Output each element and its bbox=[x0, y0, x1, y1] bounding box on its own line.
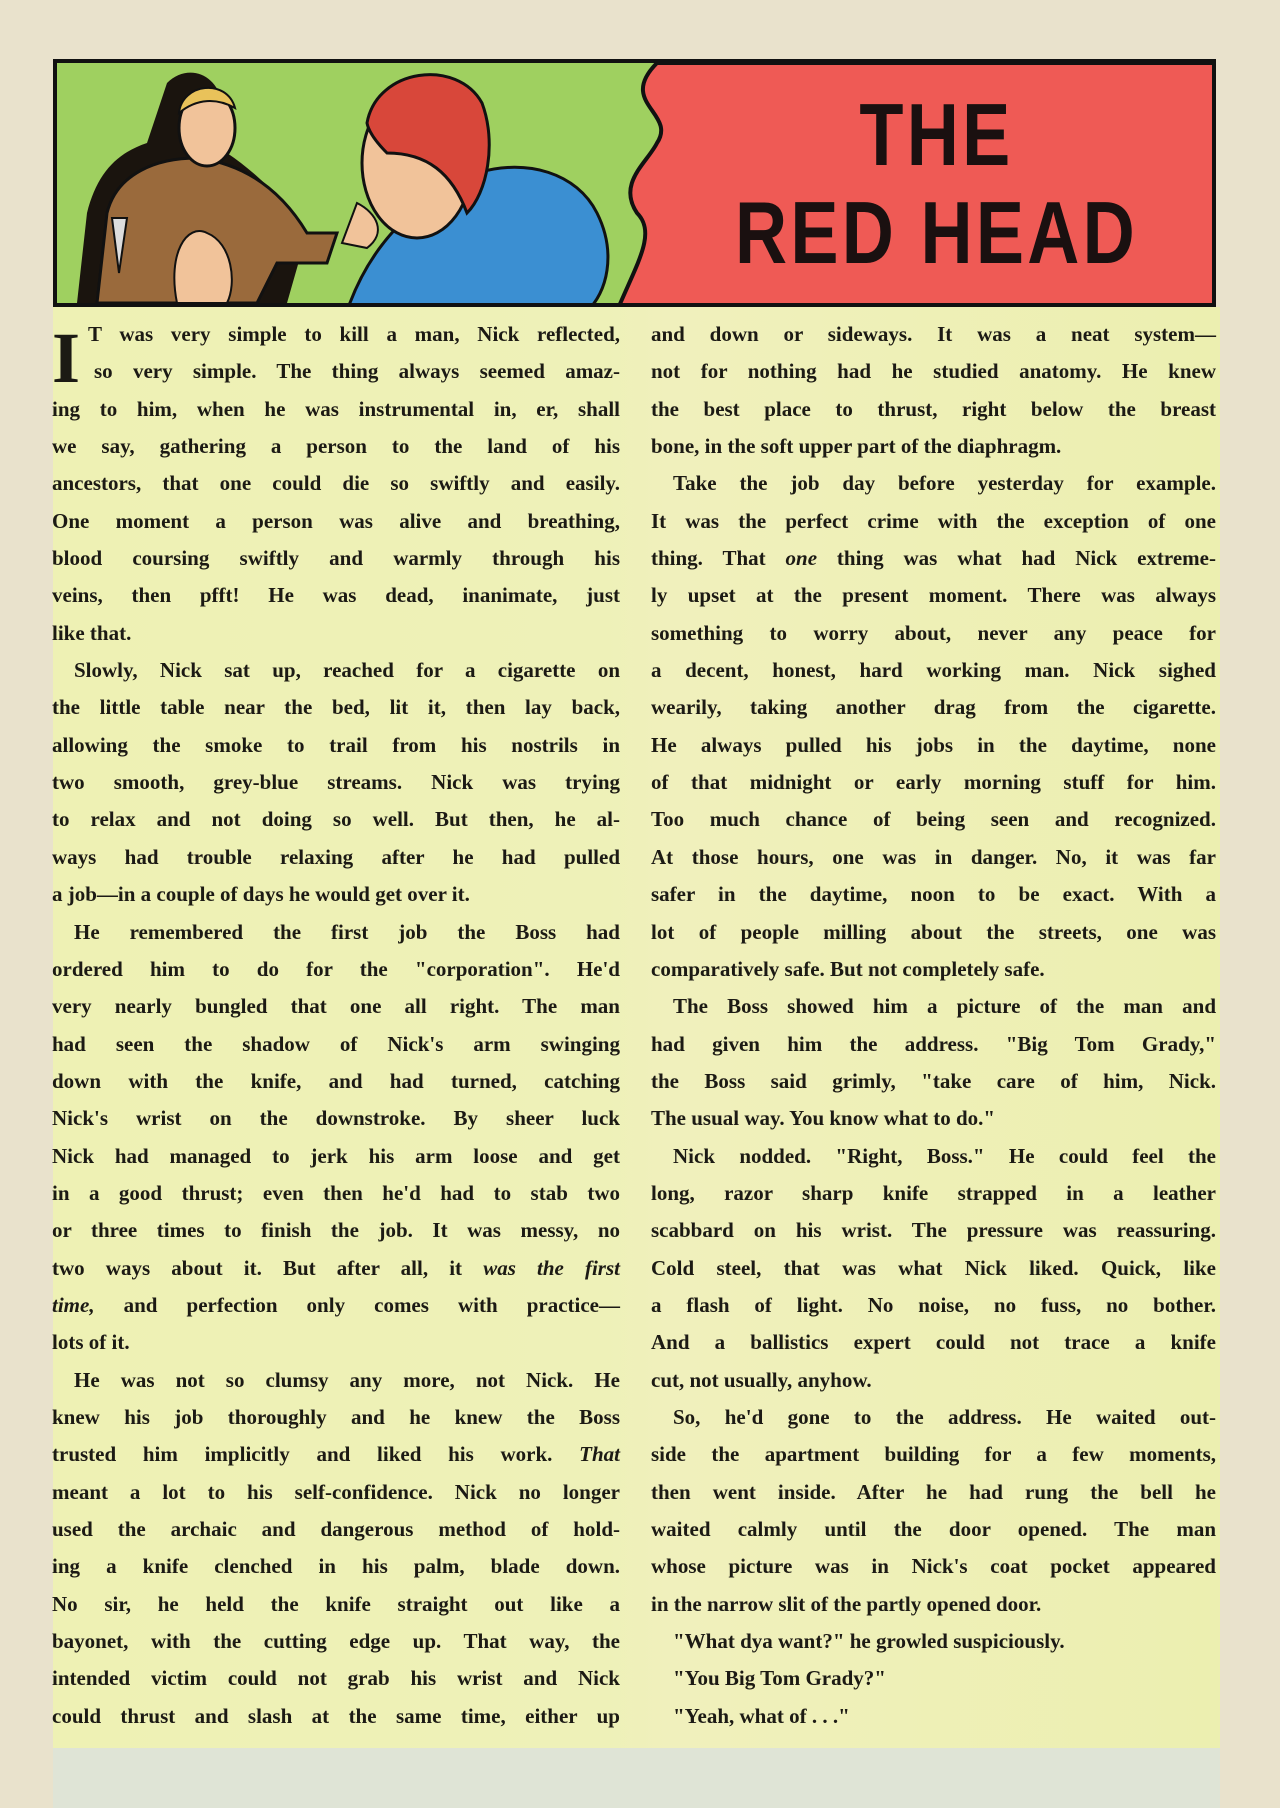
text-line: He was not so clumsy any more, not Nick. He bbox=[74, 1367, 620, 1392]
text-line: whose picture was in Nick's coat pocket appeared bbox=[651, 1554, 1216, 1579]
text-line: the little table near the bed, lit it, then lay back, bbox=[52, 695, 620, 720]
title-panel bbox=[53, 59, 1216, 307]
text-line: something to worry about, never any peace for bbox=[651, 620, 1216, 645]
text-line: used the archaic and dangerous method of hold- bbox=[52, 1517, 620, 1541]
text-line: had seen the shadow of Nick's arm swinging bbox=[52, 1031, 620, 1056]
text-line: very nearly bungled that one all right. The man bbox=[52, 994, 620, 1019]
text-line: like that. bbox=[52, 620, 132, 645]
text-segment: and perfection only comes with practice— bbox=[94, 1292, 620, 1317]
text-line: Take the job day before yesterday for example. bbox=[673, 471, 1216, 496]
text-line: "Yeah, what of . . ." bbox=[673, 1703, 850, 1728]
text-line: knew his job thoroughly and he knew the Boss bbox=[52, 1404, 620, 1429]
text-line: blood coursing swiftly and warmly through his bbox=[52, 546, 620, 571]
title-line-2: RED HEAD bbox=[734, 183, 1139, 282]
text-line: bayonet, with the cutting edge up. That way, the bbox=[52, 1629, 620, 1654]
text-line: in the narrow slit of the partly opened door. bbox=[651, 1591, 1042, 1616]
text-line: Slowly, Nick sat up, reached for a cigarette on bbox=[74, 658, 620, 683]
text-line: ancestors, that one could die so swiftly and easily. bbox=[52, 471, 620, 496]
text-line: a decent, honest, hard working man. Nick sighed bbox=[651, 658, 1216, 683]
text-line: so very simple. The thing always seemed amaz- bbox=[94, 359, 620, 384]
text-line: not for nothing had he studied anatomy. He knew bbox=[651, 359, 1216, 384]
text-line: wearily, taking another drag from the cigarette. bbox=[651, 695, 1216, 720]
text-line: One moment a person was alive and breathing, bbox=[52, 508, 620, 533]
text-line: scabbard on his wrist. The pressure was reassuring. bbox=[651, 1218, 1216, 1243]
text-line: could thrust and slash at the same time, either up bbox=[52, 1703, 620, 1728]
text-line: lot of people milling about the streets, one was bbox=[651, 919, 1216, 944]
text-line bbox=[52, 1287, 620, 1324]
text-line: Nick had managed to jerk his arm loose and get bbox=[52, 1143, 620, 1168]
text-line: or three times to finish the job. It was messy, no bbox=[52, 1218, 620, 1243]
text-line bbox=[52, 1250, 620, 1287]
text-line: down with the knife, and had turned, catching bbox=[52, 1068, 620, 1093]
text-line: The Boss showed him a picture of the man and bbox=[673, 994, 1216, 1019]
story-column-left bbox=[52, 316, 620, 1735]
text-line: allowing the smoke to trail from his nostrils in bbox=[52, 732, 620, 757]
text-line: a job—in a couple of days he would get over it. bbox=[52, 882, 470, 907]
text-line: we say, gathering a person to the land of his bbox=[52, 434, 620, 459]
italic-text: one bbox=[785, 546, 818, 571]
text-line: He remembered the first job the Boss had bbox=[74, 919, 620, 944]
italic-text: time, bbox=[52, 1292, 95, 1317]
text-line: to relax and not doing so well. But then, he al- bbox=[52, 807, 620, 832]
text-line: At those hours, one was in danger. No, it was far bbox=[651, 844, 1216, 869]
italic-text: That bbox=[579, 1442, 620, 1467]
title-line-1: THE bbox=[859, 85, 1014, 184]
drop-cap: I bbox=[52, 318, 81, 398]
text-line: a flash of light. No noise, no fuss, no bother. bbox=[651, 1292, 1216, 1317]
text-line: Cold steel, that was what Nick liked. Quick, like bbox=[651, 1255, 1216, 1280]
text-line: cut, not usually, anyhow. bbox=[651, 1367, 872, 1392]
text-line: He always pulled his jobs in the daytime, none bbox=[651, 732, 1216, 757]
text-line: then went inside. After he had rung the bell he bbox=[651, 1479, 1216, 1504]
text-line: lots of it. bbox=[52, 1330, 130, 1355]
text-line bbox=[651, 540, 1216, 577]
text-line: ing to him, when he was instrumental in, er, shall bbox=[52, 396, 620, 421]
text-line: the Boss said grimly, "take care of him, Nick. bbox=[651, 1068, 1216, 1093]
text-line: side the apartment building for a few moments, bbox=[651, 1442, 1216, 1467]
text-line: "You Big Tom Grady?" bbox=[673, 1666, 886, 1691]
text-segment: trusted him implicitly and liked his work. bbox=[52, 1442, 580, 1467]
page-bottom-margin bbox=[53, 1748, 1220, 1808]
text-segment: two ways about it. But after all, it bbox=[52, 1255, 484, 1280]
text-line: Too much chance of being seen and recognized. bbox=[651, 807, 1216, 832]
text-line: ly upset at the present moment. There was always bbox=[651, 583, 1216, 608]
text-line: "What dya want?" he growled suspiciously. bbox=[673, 1629, 1065, 1654]
text-line: comparatively safe. But not completely safe. bbox=[651, 956, 1045, 981]
text-line: meant a lot to his self-confidence. Nick no longer bbox=[52, 1479, 620, 1504]
text-line: in a good thrust; even then he'd had to stab two bbox=[52, 1180, 620, 1205]
text-line bbox=[52, 1436, 620, 1473]
italic-text: was the first bbox=[483, 1255, 620, 1280]
text-line: intended victim could not grab his wrist and Nick bbox=[52, 1666, 620, 1691]
text-line: Nick nodded. "Right, Boss." He could feel the bbox=[673, 1143, 1216, 1168]
text-line: two smooth, grey-blue streams. Nick was trying bbox=[52, 770, 620, 795]
story-column-right bbox=[651, 316, 1216, 1735]
text-line: It was the perfect crime with the exception of one bbox=[651, 508, 1216, 533]
text-line: veins, then pfft! He was dead, inanimate, just bbox=[52, 583, 620, 608]
text-segment: thing. That bbox=[651, 546, 786, 571]
text-line: the best place to thrust, right below the breast bbox=[651, 396, 1216, 421]
text-line: So, he'd gone to the address. He waited out- bbox=[673, 1404, 1216, 1429]
text-line: of that midnight or early morning stuff for him. bbox=[651, 770, 1216, 795]
text-line: No sir, he held the knife straight out like a bbox=[52, 1591, 620, 1616]
text-line: T was very simple to kill a man, Nick reflected, bbox=[88, 322, 620, 346]
text-line: The usual way. You know what to do." bbox=[651, 1106, 996, 1131]
text-line: Nick's wrist on the downstroke. By sheer luck bbox=[52, 1106, 620, 1131]
text-line: waited calmly until the door opened. The man bbox=[651, 1517, 1216, 1541]
text-line: long, razor sharp knife strapped in a leather bbox=[651, 1180, 1216, 1205]
text-line: safer in the daytime, noon to be exact. With a bbox=[651, 882, 1216, 907]
text-line: ordered him to do for the "corporation". He'd bbox=[52, 956, 620, 981]
text-line: ways had trouble relaxing after he had pulled bbox=[52, 844, 620, 869]
text-line: bone, in the soft upper part of the diaphragm. bbox=[651, 434, 1062, 459]
text-line: had given him the address. "Big Tom Grady," bbox=[651, 1031, 1216, 1056]
text-line: ing a knife clenched in his palm, blade down. bbox=[52, 1554, 620, 1579]
text-line: And a ballistics expert could not trace a knife bbox=[651, 1330, 1216, 1355]
text-line: and down or sideways. It was a neat system— bbox=[651, 322, 1216, 346]
text-segment: thing was what had Nick extreme- bbox=[817, 546, 1216, 571]
